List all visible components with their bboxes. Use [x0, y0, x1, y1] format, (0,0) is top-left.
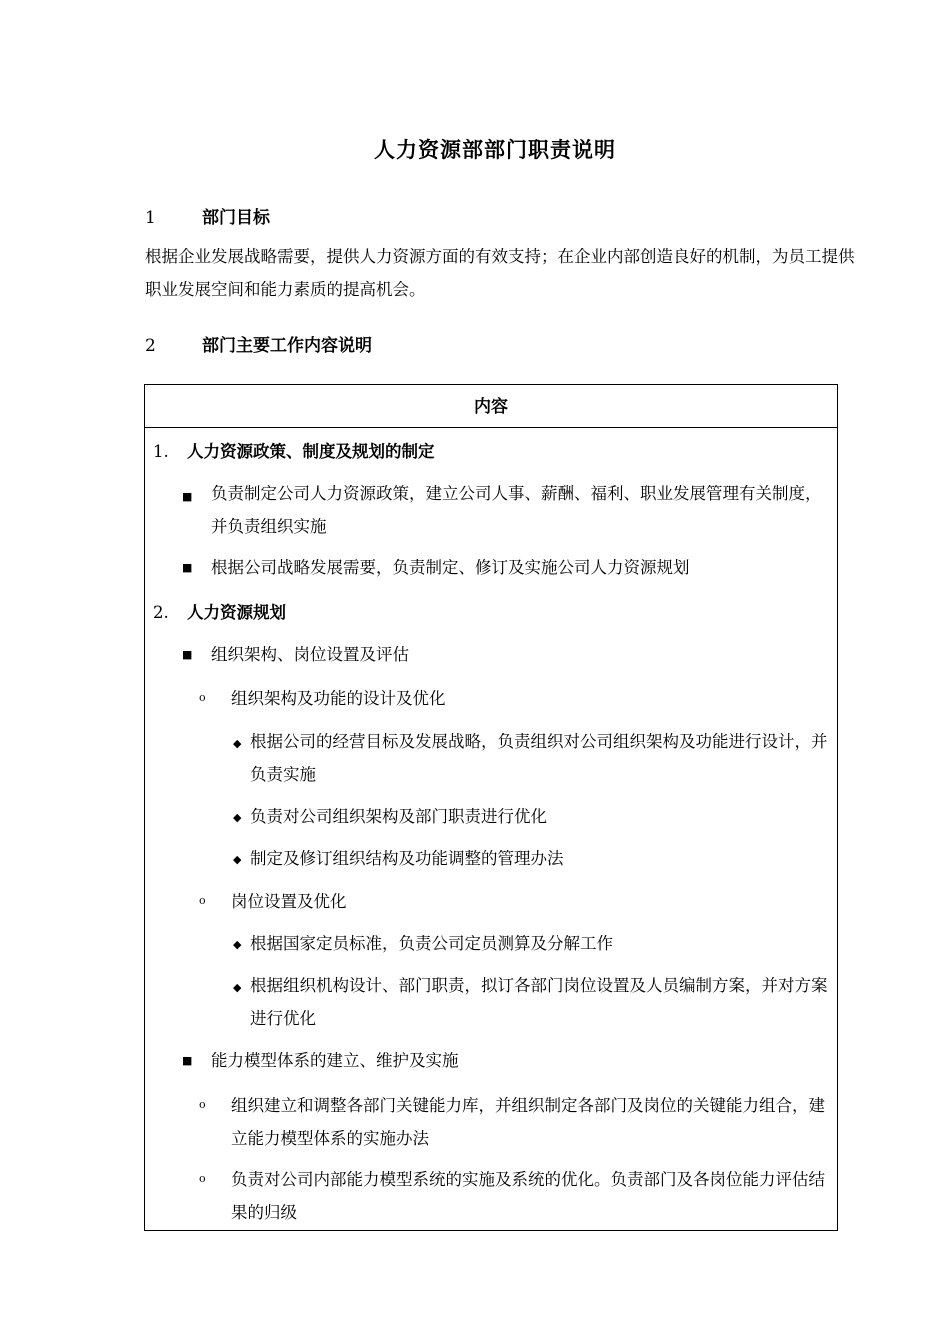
list-item-level2: 根据公司战略发展需要，负责制定、修订及实施公司人力资源规划	[211, 558, 690, 577]
list-item-level2: 能力模型体系的建立、维护及实施	[211, 1051, 459, 1070]
square-bullet-icon: ■	[182, 561, 193, 574]
circle-bullet-icon: o	[199, 1098, 206, 1111]
section-number: 2	[145, 336, 156, 356]
section-title: 部门目标	[202, 208, 270, 228]
duties-table	[144, 384, 838, 1231]
diamond-bullet-icon: ◆	[233, 938, 242, 951]
goal-paragraph: 根据企业发展战略需要，提供人力资源方面的有效支持；在企业内部创造良好的机制，为员工提供职业发展空间和能力素质的提高机会。	[145, 247, 855, 299]
diamond-bullet-icon: ◆	[233, 853, 242, 866]
list-item-level3: 岗位设置及优化	[231, 892, 347, 911]
list-item-level2: 负责制定公司人力资源政策，建立公司人事、薪酬、福利、职业发展管理有关制度，并负责组织实施	[211, 484, 822, 536]
table-header: 内容	[145, 385, 837, 428]
list-item-level4: 根据组织机构设计、部门职责，拟订各部门岗位设置及人员编制方案，并对方案进行优化	[250, 976, 828, 1028]
list-item-level4: 制定及修订组织结构及功能调整的管理办法	[250, 849, 564, 868]
list-item-level3: 组织建立和调整各部门关键能力库，并组织制定各部门及岗位的关键能力组合，建立能力模型体系的实施办法	[231, 1096, 825, 1148]
item-text: 人力资源规划	[187, 603, 286, 622]
circle-bullet-icon: o	[199, 894, 206, 907]
list-item-level4: 根据国家定员标准，负责公司定员测算及分解工作	[250, 934, 613, 953]
square-bullet-icon: ■	[182, 1054, 193, 1067]
section-title: 部门主要工作内容说明	[202, 336, 372, 356]
diamond-bullet-icon: ◆	[233, 981, 242, 994]
section-number: 1	[145, 208, 156, 228]
square-bullet-icon: ■	[182, 490, 193, 503]
section-heading-2	[145, 331, 372, 356]
list-item-level4: 负责对公司组织架构及部门职责进行优化	[250, 807, 547, 826]
item-text: 人力资源政策、制度及规划的制定	[187, 442, 435, 461]
section-heading-1	[145, 203, 270, 228]
list-item-level2: 组织架构、岗位设置及评估	[211, 645, 409, 664]
list-item-level3: 负责对公司内部能力模型系统的实施及系统的优化。负责部门及各岗位能力评估结果的归级	[231, 1170, 825, 1222]
item-number: 2.	[153, 603, 169, 622]
list-item-level1	[153, 596, 286, 629]
list-item-level3: 组织架构及功能的设计及优化	[231, 689, 446, 708]
circle-bullet-icon: o	[199, 691, 206, 704]
diamond-bullet-icon: ◆	[233, 737, 242, 750]
list-item-level1	[153, 435, 435, 468]
item-number: 1.	[153, 442, 169, 461]
diamond-bullet-icon: ◆	[233, 811, 242, 824]
circle-bullet-icon: o	[199, 1172, 206, 1185]
list-item-level4: 根据公司的经营目标及发展战略，负责组织对公司组织架构及功能进行设计，并负责实施	[250, 732, 828, 784]
page-title: 人力资源部部门职责说明	[374, 137, 616, 162]
square-bullet-icon: ■	[182, 648, 193, 661]
